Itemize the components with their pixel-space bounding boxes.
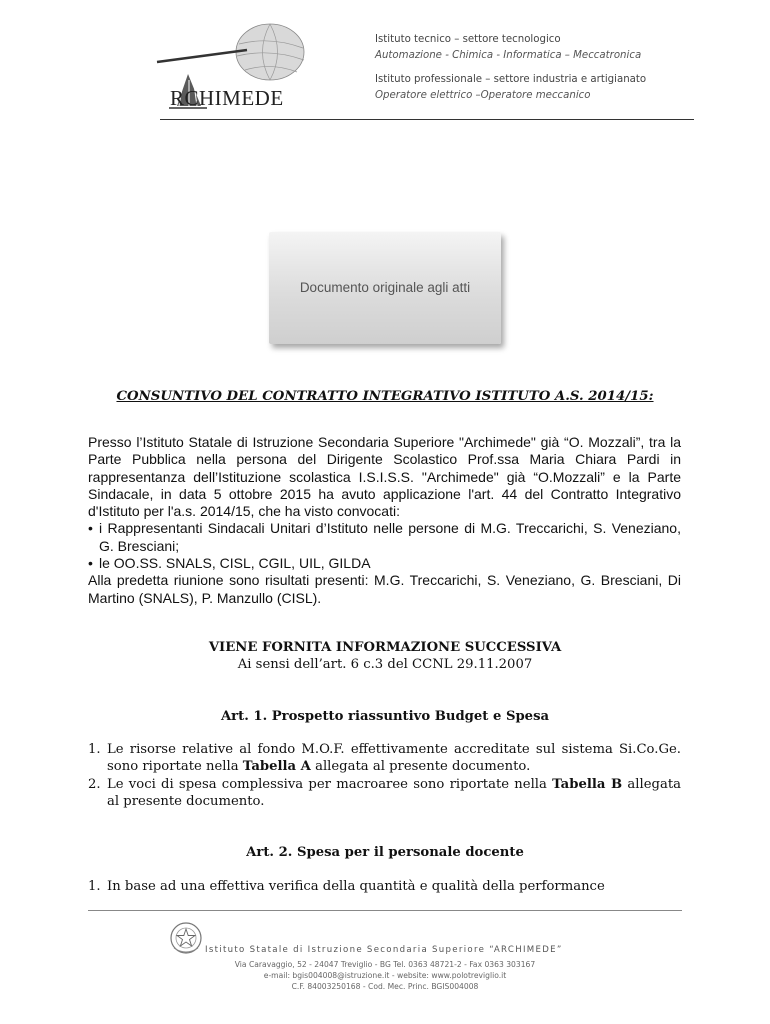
header-line-professionale: Istituto professionale – settore industria e artigianato [375,74,647,85]
article-2-list [88,878,681,895]
header-line-tecnico: Istituto tecnico – settore tecnologico [375,34,561,45]
footer-contacts: e-mail: bgis004008@istruzione.it - website: www.polotreviglio.it [263,971,507,980]
item-number: 1. [88,879,101,894]
header-line-tecnico-indirizzi: Automazione - Chimica - Informatica – Meccatronica [375,50,642,61]
item-bold-ref: Tabella A [242,759,311,775]
header-line-professionale-indirizzi: Operatore elettrico –Operatore meccanico [375,90,591,101]
footer-institute-name: Istituto Statale di Istruzione Secondaria Superiore “ARCHIMEDE” [205,945,563,955]
italian-republic-emblem-icon [168,920,204,956]
list-item [88,878,681,895]
document-title: CONSUNTIVO DEL CONTRATTO INTEGRATIVO ISTITUTO A.S. 2014/15: [116,389,654,404]
item-text: allegata al presente documento. [107,776,681,810]
bullet-icon: • [88,555,93,572]
item-text: Le voci di spesa complessiva per macroaree sono riportate nella [107,776,553,792]
list-item [88,741,681,776]
original-document-stamp [269,232,501,344]
bullet-icon: • [88,520,93,537]
list-item [88,520,681,555]
item-text: Le risorse relative al fondo M.O.F. effettivamente accreditate sul sistema Si.Co.Ge. sono riportate nella [107,742,681,775]
footer-address: Via Caravaggio, 52 - 24047 Treviglio - BG Tel. 0363 48721-2 - Fax 0363 303167 [234,960,536,969]
item-number: 2. [88,776,101,792]
article-2-heading: Art. 2. Spesa per il personale docente [246,845,524,860]
bullet-text: le OO.SS. SNALS, CISL, CGIL, UIL, GILDA [99,555,371,572]
item-number: 1. [88,742,101,757]
info-heading: VIENE FORNITA INFORMAZIONE SUCCESSIVA [208,640,562,655]
item-text: In base ad una effettiva verifica della quantità e qualità della performance [107,879,605,894]
article-1-list [88,741,681,811]
item-text: allegata al presente documento. [310,759,531,775]
bullet-text: i Rappresentanti Sindacali Unitari d’Istituto nelle persone di M.G. Treccarichi, S. Veneziano, G. Bresciani; [99,520,681,554]
stamp-text: Documento originale agli atti [299,280,471,295]
item-bold-ref: Tabella B [552,776,623,792]
footer-codes: C.F. 84003250168 - Cod. Mec. Princ. BGIS004008 [291,982,479,991]
footer-divider [88,910,682,911]
list-item [88,776,681,811]
info-subheading: Ai sensi dell’art. 6 c.3 del CCNL 29.11.2007 [237,657,533,672]
intro-text: Presso l’Istituto Statale di Istruzione Secondaria Superiore "Archimede" già “O. Mozzali”, tra la Parte Pubblica nella persona del Dirigente Scolastico Prof.ssa Maria Chiara Pardi in rappresentanza dell’Istituzione scolastica I.S.I.S.S. "Archimede" già “O.Mozzali” e la Parte Sindacale, in data 5 ottobre 2015 ha avuto applicazione l'art. 44 del Contratto Integrativo d'Istituto per l'a.s. 2014/15, che ha visto convocati: [88,434,681,520]
article-1-heading: Art. 1. Prospetto riassuntivo Budget e Spesa [220,709,550,724]
intro-paragraph [88,434,681,607]
list-item [88,555,681,572]
attendees-text: Alla predetta riunione sono risultati presenti: M.G. Treccarichi, S. Veneziano, G. Bresciani, Di Martino (SNALS), P. Manzullo (CISL). [88,572,681,606]
logo-wordmark: RCHIMEDE [170,86,284,110]
header-institute-info [375,32,646,104]
header-divider [160,119,694,120]
